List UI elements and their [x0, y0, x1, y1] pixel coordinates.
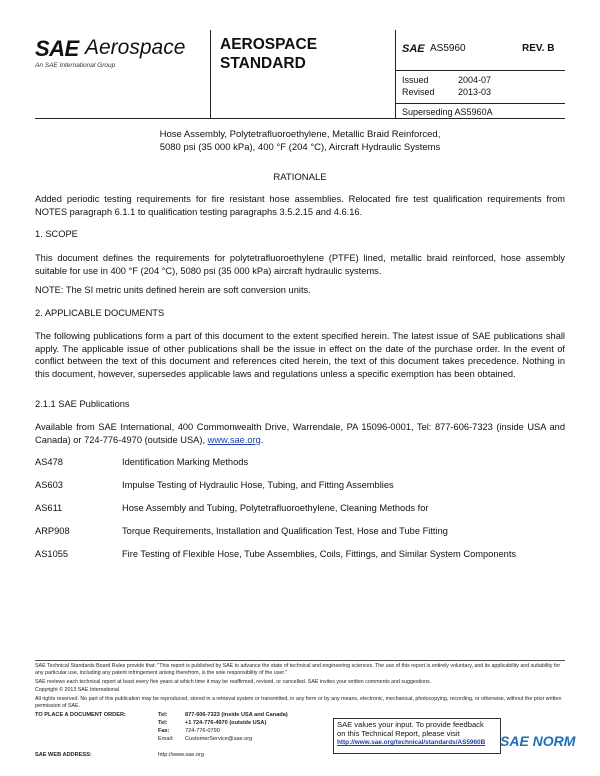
doc-sae-mark: SAE — [402, 43, 425, 55]
logo-subtitle: An SAE International Group — [35, 62, 116, 69]
superseding: Superseding AS5960A — [402, 107, 493, 117]
reference-id: AS603 — [35, 480, 63, 490]
fax-number: 724-776-0790 — [185, 728, 220, 734]
header-rule — [35, 118, 565, 119]
reference-id: AS1055 — [35, 549, 69, 559]
subtitle-line: Hose Assembly, Polytetrafluoroethylene, Metallic Braid Reinforced, — [159, 129, 441, 140]
availability-body: Available from SAE International, 400 Commonwealth Drive, Warrendale, PA 15096-0001, Tel: 877-606-7323 (inside USA and Canada) or 724-776-4970 (outside USA), — [35, 422, 565, 445]
tel-inside: 877-606-7323 (inside USA and Canada) — [185, 712, 288, 718]
sae-logo: SAE — [35, 36, 79, 61]
header-divider — [210, 30, 211, 118]
feedback-link[interactable]: http://www.sae.org/technical/standards/AS5960B — [337, 739, 486, 746]
email-address[interactable]: CustomerService@sae.org — [185, 736, 253, 742]
footer-rule — [35, 660, 565, 661]
reference-title: Impulse Testing of Hydraulic Hose, Tubing, and Fitting Assemblies — [122, 480, 394, 490]
web-label: SAE WEB ADDRESS: — [35, 752, 92, 758]
sae-publications-heading: 2.1.1 SAE Publications — [35, 399, 130, 409]
scope-heading: 1. SCOPE — [35, 229, 78, 239]
revised-label: Revised — [402, 87, 435, 97]
reference-id: AS478 — [35, 457, 63, 467]
web-address[interactable]: http://www.sae.org — [158, 752, 205, 758]
rationale-heading: RATIONALE — [273, 172, 327, 183]
issued-label: Issued — [402, 75, 429, 85]
email-label: Email: — [158, 736, 174, 742]
scope-text: This document defines the requirements for polytetrafluoroethylene (PTFE) lined, metallic braid reinforced, hose assembly suitable for use in 400 °F (204 °C), 5080 psi (35 000 kPa) aircraft hydraulic systems. — [35, 253, 565, 276]
availability-period: . — [260, 434, 264, 445]
applicable-text: The following publications form a part of this document to the extent specified herein. The latest issue of SAE publications shall apply. The applicable issue of other publications shall be the issue in effect on the date of the purchase order. In the event of conflict between the text of this document and references cited herein, the text of this document takes precedence. Nothing in this document, however, supersedes applicable laws and regulations unless a specific exemption has been obtained. — [35, 331, 565, 379]
order-label: TO PLACE A DOCUMENT ORDER: — [35, 712, 126, 718]
copyright: Copyright © 2013 SAE International — [35, 687, 119, 693]
feedback-box — [333, 718, 501, 754]
rationale-text: Added periodic testing requirements for fire resistant hose assemblies. Relocated fire test qualification requirements from NOTES paragraph 6.1.1 to qualification testing paragraphs 3.5.2.15 and 4.6.16. — [35, 194, 565, 217]
feedback-text: SAE values your input. To provide feedback — [337, 720, 484, 729]
feedback-text: on this Technical Report, please visit — [337, 729, 460, 738]
reference-title: Torque Requirements, Installation and Qualification Test, Hose and Tube Fitting — [122, 526, 448, 536]
reference-id: AS611 — [35, 503, 63, 513]
reference-title: Identification Marking Methods — [122, 457, 249, 467]
subtitle-line: 5080 psi (35 000 kPa), 400 °F (204 °C), Aircraft Hydraulic Systems — [159, 142, 441, 153]
document-subtitle — [100, 128, 500, 154]
revised-date: 2013-03 — [458, 87, 492, 97]
doc-number: AS5960 — [430, 43, 466, 54]
header-rule — [395, 70, 565, 71]
tel-label: Tel: — [158, 712, 168, 718]
applicable-heading: 2. APPLICABLE DOCUMENTS — [35, 308, 165, 318]
issued-date: 2004-07 — [458, 75, 492, 85]
tel-outside: +1 724-776-4970 (outside USA) — [185, 720, 267, 726]
reference-title: Fire Testing of Flexible Hose, Tube Assemblies, Coils, Fittings, and Similar System Components — [122, 549, 517, 559]
scope-note: NOTE: The SI metric units defined herein are soft conversion units. — [35, 285, 311, 295]
revision-label: REV. B — [522, 43, 555, 54]
header-divider — [395, 30, 396, 118]
footer-rules-text: SAE Technical Standards Board Rules provide that: "This report is published by SAE to advance the state of technical and engineering sciences. The use of this report is entirely voluntary, and its applicability and suitability for any particular use, including any patent infringement arising therefrom, is the sole responsibility of the user." — [35, 663, 561, 677]
sae-website-link[interactable]: www.sae.org — [207, 434, 261, 445]
footer-review-text: SAE reviews each technical report at least every five years at which time it may be reaffirmed, revised, or cancelled. SAE invites your written comments and suggestions. — [35, 679, 432, 685]
footer-rights-text: All rights reserved. No part of this publication may be reproduced, stored in a retrieval system or transmitted, in any form or by any means, electronic, mechanical, photocopying, recording, or otherwise, without the prior written permission of SAE. — [35, 696, 562, 710]
header-rule — [395, 103, 565, 104]
reference-id: ARP908 — [35, 526, 70, 536]
standard-title: AEROSPACE STANDARD — [220, 36, 318, 72]
aerospace-logo: Aerospace — [85, 36, 186, 59]
availability-text — [35, 421, 565, 446]
tel-label: Tel: — [158, 720, 168, 726]
fax-label: Fax: — [158, 728, 170, 734]
sae-norm-watermark: SAE NORM — [500, 733, 576, 749]
reference-title: Hose Assembly and Tubing, Polytetrafluoroethylene, Cleaning Methods for — [122, 503, 429, 513]
